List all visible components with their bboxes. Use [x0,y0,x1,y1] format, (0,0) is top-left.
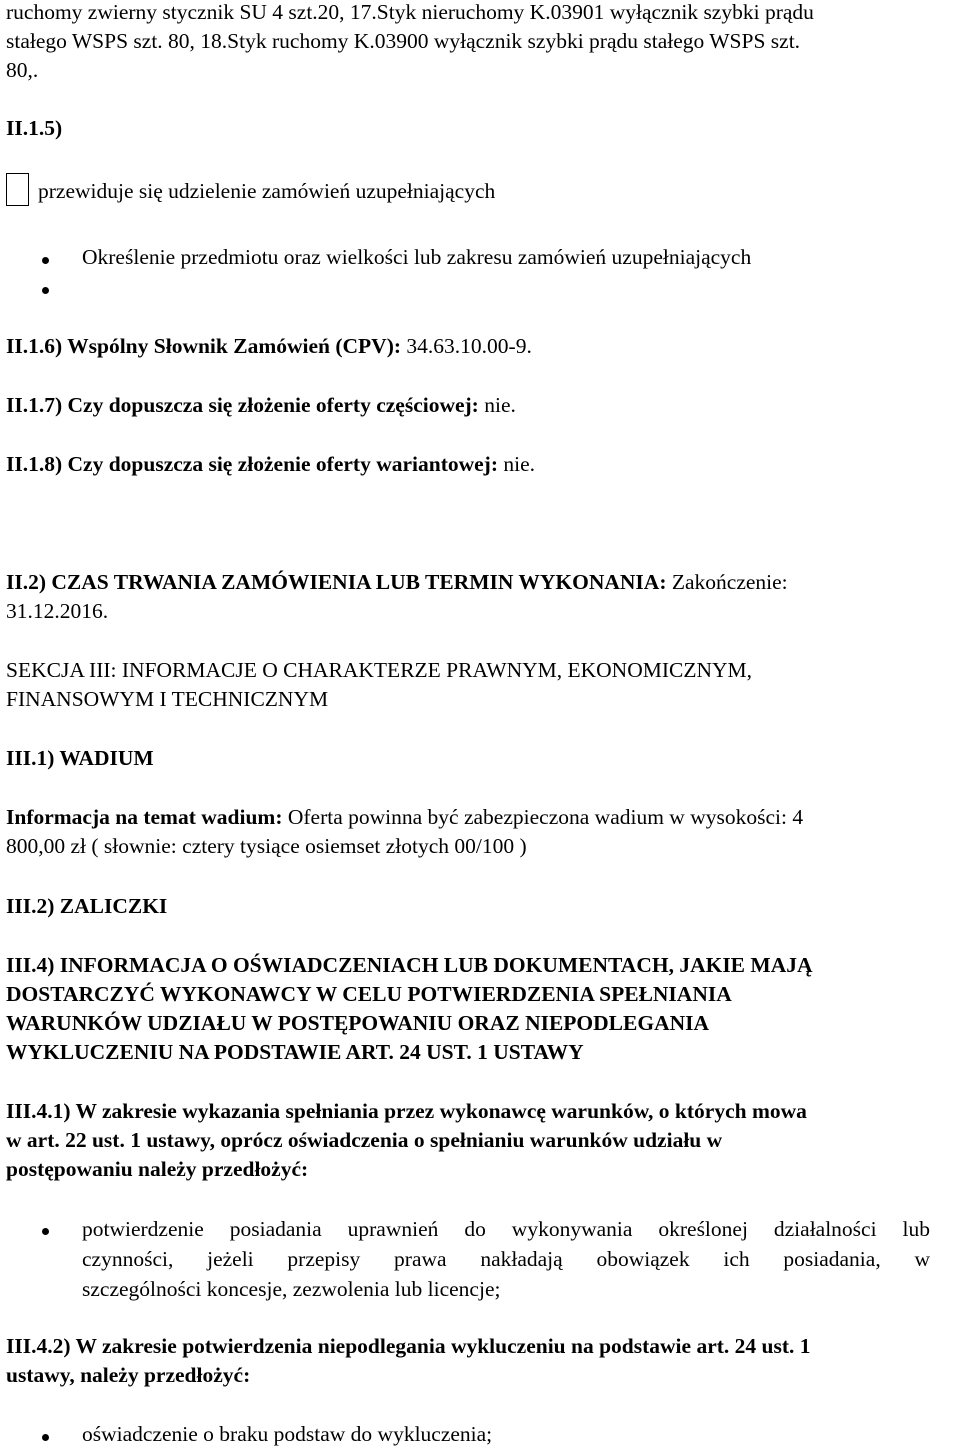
section-heading: III.2) ZALICZKI [6,894,168,918]
variant-offer-value: nie. [503,452,536,476]
text-line: stałego WSPS szt. 80, 18.Styk ruchomy K.03900 wyłącznik szybki prądu stałego WSPS szt. [6,29,801,53]
list-item: oświadczenie o braku podstaw do wykluczenia; [82,1422,493,1446]
cpv-value: 34.63.10.00-9. [406,334,532,358]
wadium-text: Oferta powinna być zabezpieczona wadium w wysokości: 4 [287,805,804,829]
list-item [82,1214,930,1304]
section-heading: II.1.5) [6,116,63,140]
partial-offer-line [6,391,516,419]
section-heading: III.1) WADIUM [6,746,154,770]
duration-date: 31.12.2016. [6,599,109,623]
section-heading: WARUNKÓW UDZIAŁU W POSTĘPOWANIU ORAZ NIEPODLEGANIA [6,1011,710,1035]
checkbox-label: przewiduje się udzielenie zamówień uzupełniających [38,179,496,203]
checkbox[interactable] [6,173,29,206]
cpv-line [6,332,532,360]
section-heading: III.4) INFORMACJA O OŚWIADCZENIACH LUB DOKUMENTACH, JAKIE MAJĄ [6,953,813,977]
wadium-text: 800,00 zł ( słownie: cztery tysiące osiemset złotych 00/100 ) [6,834,527,858]
subsection-heading: III.4.1) W zakresie wykazania spełniania przez wykonawcę warunków, o których mowa [6,1099,807,1123]
duration-line [6,568,788,596]
duration-label: II.2) CZAS TRWANIA ZAMÓWIENIA LUB TERMIN WYKONANIA: [6,570,672,594]
cpv-label: II.1.6) Wspólny Słownik Zamówień (CPV): [6,334,407,358]
list-item-line: czynności, jeżeli przepisy prawa nakładają obowiązek ich posiadania, w [82,1247,930,1271]
partial-offer-value: nie. [484,393,516,417]
section-heading: DOSTARCZYĆ WYKONAWCY W CELU POTWIERDZENIA SPEŁNIANIA [6,982,732,1006]
wadium-line [6,803,803,831]
subsection-heading: ustawy, należy przedłożyć: [6,1363,251,1387]
section-title: SEKCJA III: INFORMACJE O CHARAKTERZE PRAWNYM, EKONOMICZNYM, [6,658,753,682]
list-item-line: szczególności koncesje, zezwolenia lub licencje; [82,1277,501,1301]
wadium-label: Informacja na temat wadium: [6,805,288,829]
section-heading: WYKLUCZENIU NA PODSTAWIE ART. 24 UST. 1 USTAWY [6,1040,584,1064]
bullet-icon [42,287,49,294]
text-line: 80,. [6,58,39,82]
partial-offer-label: II.1.7) Czy dopuszcza się złożenie oferty częściowej: [6,393,485,417]
variant-offer-label: II.1.8) Czy dopuszcza się złożenie oferty wariantowej: [6,452,504,476]
bullet-icon [42,1228,49,1235]
section-title: FINANSOWYM I TECHNICZNYM [6,687,329,711]
subsection-heading: postępowaniu należy przedłożyć: [6,1157,309,1181]
bullet-icon [42,257,49,264]
list-item: Określenie przedmiotu oraz wielkości lub zakresu zamówień uzupełniających [82,245,752,269]
variant-offer-line [6,450,535,478]
text-line: ruchomy zwierny stycznik SU 4 szt.20, 17.Styk nieruchomy K.03901 wyłącznik szybki prądu [6,0,814,24]
duration-value: Zakończenie: [671,570,788,594]
subsection-heading: w art. 22 ust. 1 ustawy, oprócz oświadczenia o spełnianiu warunków udziału w [6,1128,723,1152]
list-item-line: potwierdzenie posiadania uprawnień do wykonywania określonej działalności lub [82,1217,930,1241]
bullet-icon [42,1434,49,1441]
subsection-heading: III.4.2) W zakresie potwierdzenia niepodlegania wykluczeniu na podstawie art. 24 ust. 1 [6,1334,811,1358]
